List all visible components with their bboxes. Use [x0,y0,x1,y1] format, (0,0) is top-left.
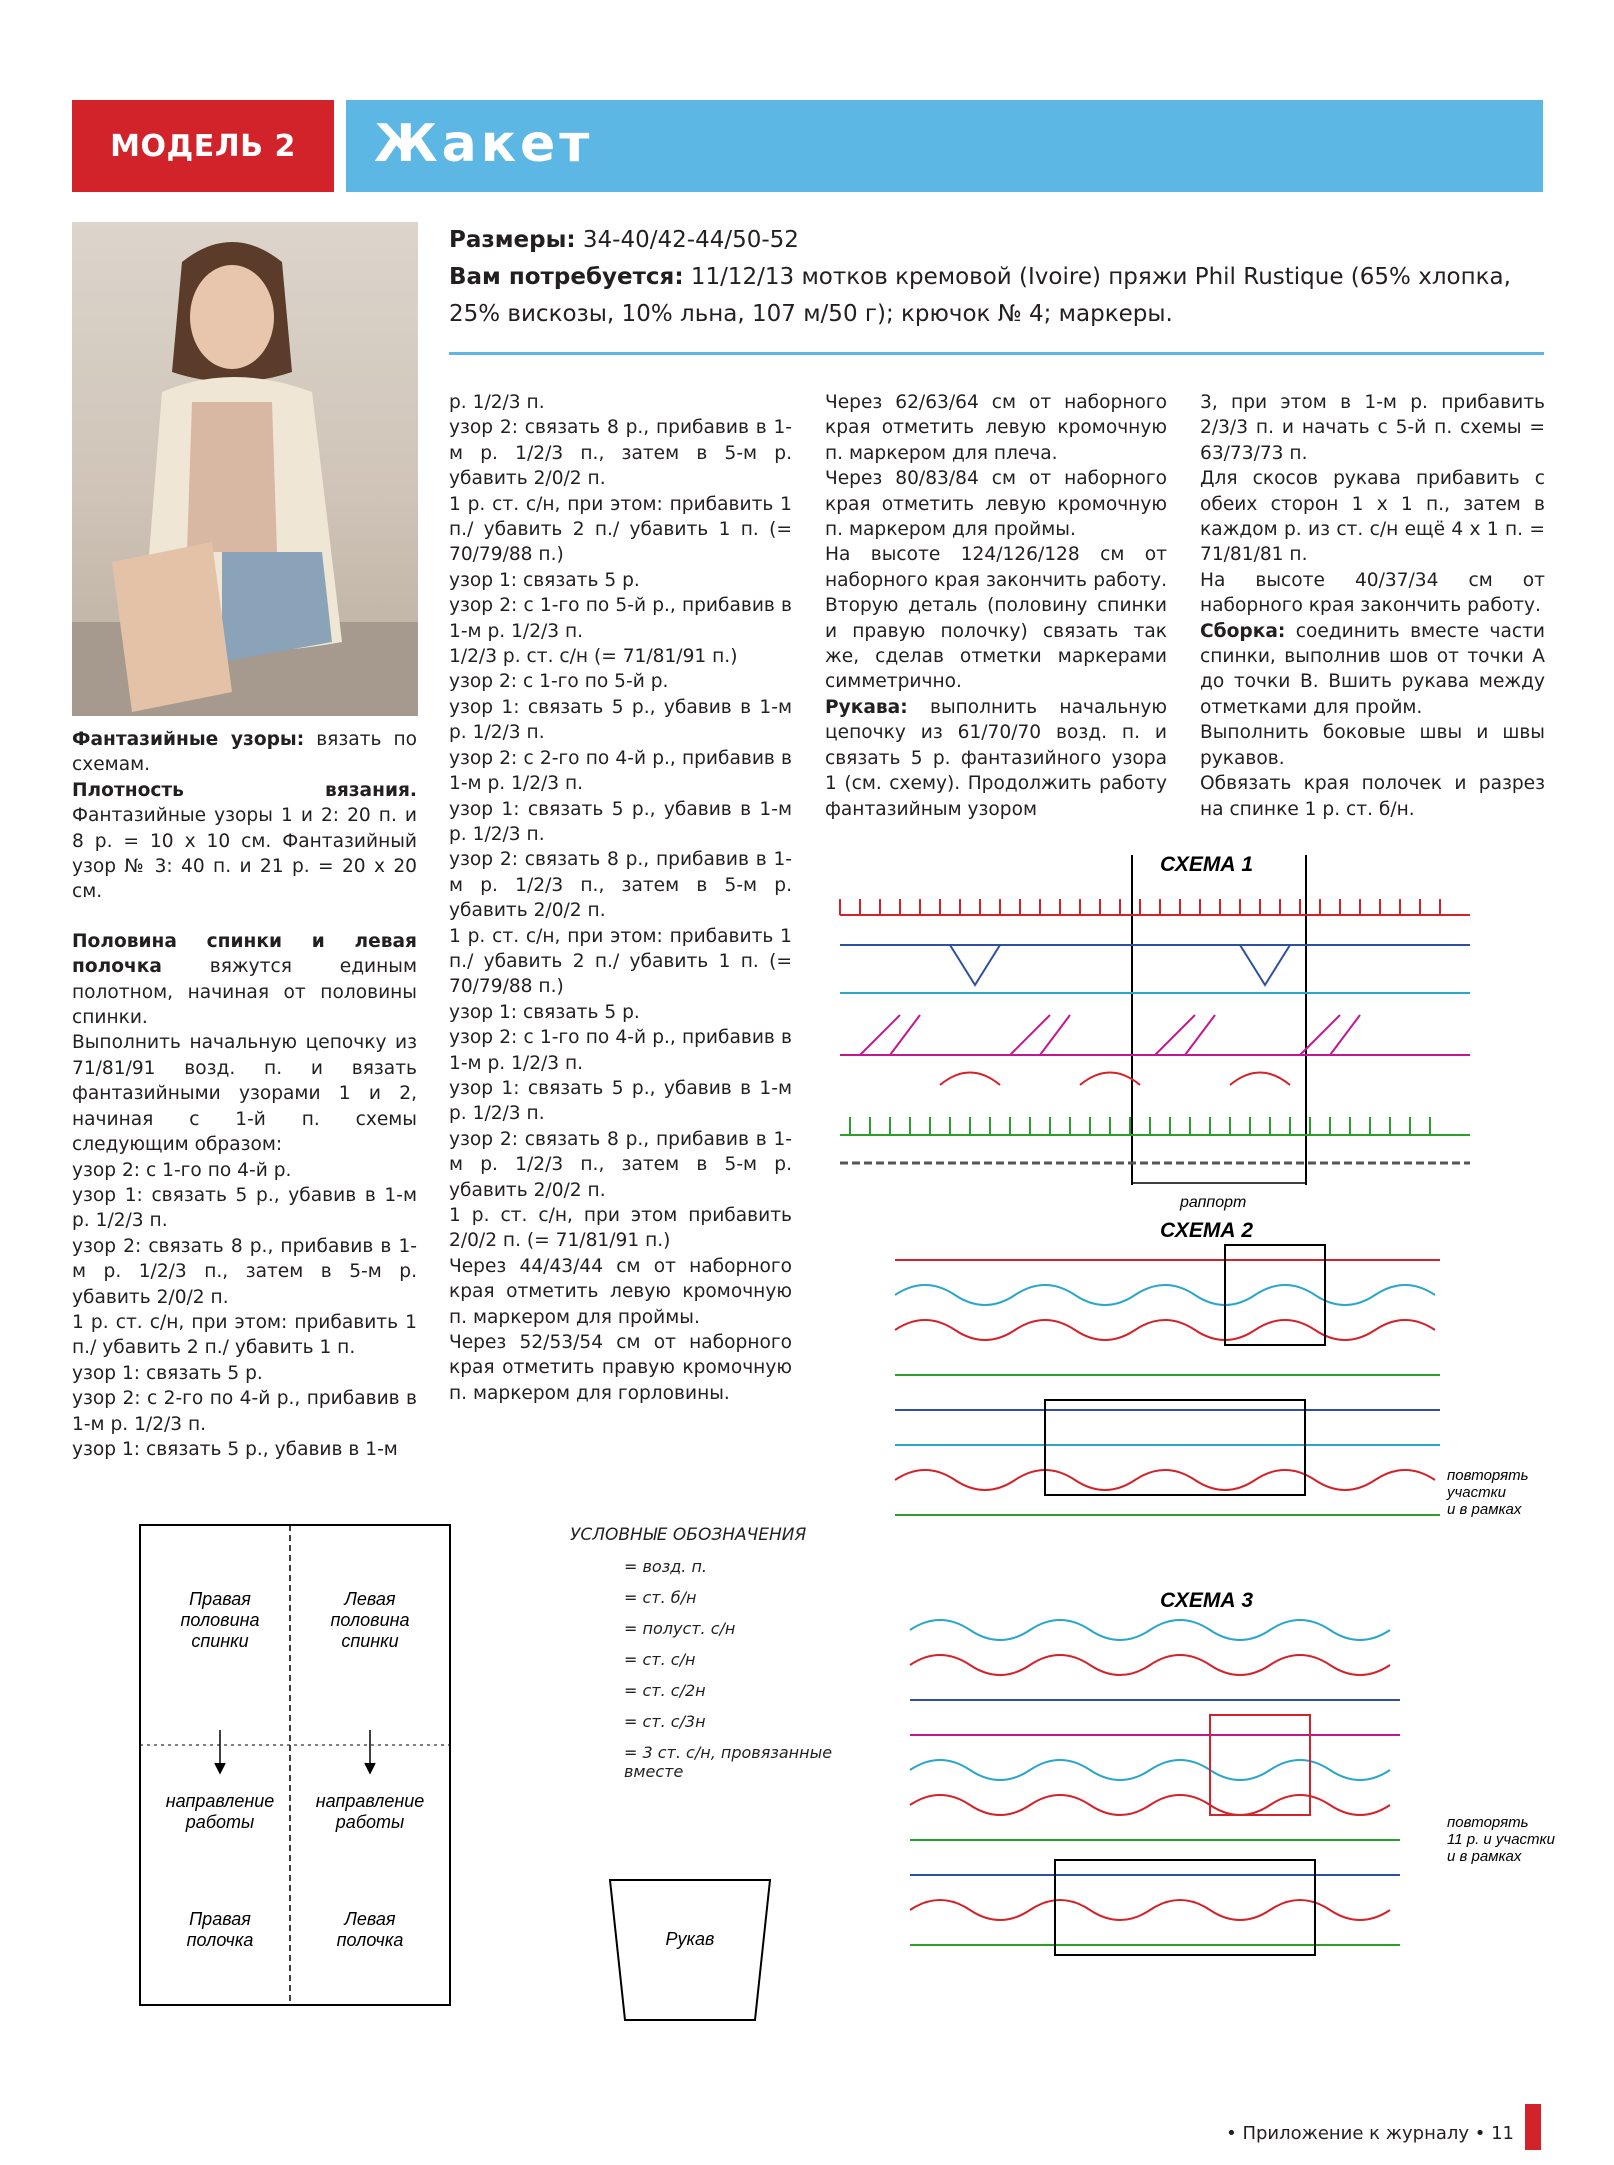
diagram-label: работы [185,1812,255,1832]
legend-item: = ст. с/н [624,1650,696,1669]
legend-item: = ст. б/н [624,1588,697,1607]
scheme-1-title: СХЕМА 1 [1160,853,1254,876]
paragraph: узор 2: с 1-го по 4-й р. [72,1159,292,1181]
assembly-value: соединить вместе части спинки, выполнив шов от точки А до точки В. Вшить рукава между отметками для пройм. [1200,620,1545,718]
scheme-1 [820,845,1520,1215]
paragraph: узор 2: связать 8 р., прибавив в 1-м р. 1/2/3 п., затем в 5-м р. убавить 2/0/2 п. [449,417,792,490]
paragraph: узор 2: с 1-го по 4-й р., прибавив в 1-м р. 1/2/3 п. [449,1027,792,1074]
paragraph: р. 1/2/3 п. [449,392,545,413]
paragraph: Через 80/83/84 см от наборного края отметить левую кромочную п. маркером для проймы. [825,468,1167,541]
paragraph: узор 1: связать 5 р. [449,569,640,591]
paragraph: узор 1: связать 5 р., убавив в 1-м р. 1/2/3 п. [449,1077,792,1125]
sizes-label: Размеры: [449,227,576,253]
back-label: Половина спинки и левая полочка [72,930,417,978]
text-column-3 [825,390,1167,822]
scheme-3-title: СХЕМА 3 [1160,1589,1254,1612]
diagram-label: спинки [341,1631,399,1651]
paragraph: узор 2: с 1-го по 5-й р., прибавив в 1-м р. 1/2/3 п. [449,595,792,642]
diagram-label: спинки [191,1631,249,1651]
title-banner [346,100,1543,192]
diagram-label: работы [335,1812,405,1832]
diagram-label: Правая [189,1589,251,1609]
scheme-2-note: повторять [1447,1467,1529,1484]
diagram-label: Правая [189,1909,251,1929]
diagram-label: полочка [186,1930,254,1950]
diagram-label: половина [180,1610,260,1630]
patterns-label: Фантазийные узоры: [72,729,305,750]
paragraph: 1 р. ст. с/н, при этом: прибавить 1 п./ убавить 2 п./ убавить 1 п. (= 70/79/88 п.) [449,493,792,566]
legend-item: = ст. с/3н [624,1712,706,1731]
paragraph: 1 р. ст. с/н, при этом прибавить 2/0/2 п. (= 71/81/91 п.) [449,1205,792,1252]
model-photo [72,222,418,716]
scheme-2-title: СХЕМА 2 [1160,1219,1254,1242]
materials-value: 11/12/13 мотков кремовой (Ivoire) пряжи Phil Rustique (65% хлопка, 25% вискозы, 10% льна, 107 м/50 г); крючок № 4; маркеры. [449,264,1511,327]
diagram-label: Левая [344,1909,396,1929]
legend-item: = полуст. с/н [624,1619,736,1638]
paragraph: Выполнить начальную цепочку из 71/81/91 возд. п. и вязать фантазийными узорами 1 и 2, начиная с 1-й п. схемы следующим образом: [72,1032,417,1156]
scheme-2-note: и в рамках [1447,1501,1522,1518]
paragraph: узор 2: связать 8 р., прибавив в 1-м р. 1/2/3 п., затем в 5-м р. убавить 2/0/2 п. [72,1235,417,1308]
divider [449,352,1544,355]
sleeves-label: Рукава: [825,696,908,718]
diagram-label: половина [330,1610,410,1630]
text-column-1 [72,727,417,1462]
legend [570,1525,870,1781]
diagram-label: полочка [336,1930,404,1950]
paragraph: Для скосов рукава прибавить с обеих сторон 1 х 1 п., затем в каждом р. из ст. с/н ещё 4 х 1 п. = 71/81/81 п. [1200,468,1545,566]
scheme-3-note: 11 р. и участки [1447,1831,1555,1848]
paragraph: 3, при этом в 1-м р. прибавить 2/3/3 п. и начать с 5-й п. схемы = 63/73/73 п. [1200,392,1545,464]
model-label: МОДЕЛЬ 2 [72,100,334,192]
paragraph: 1 р. ст. с/н, при этом: прибавить 1 п./ убавить 2 п./ убавить 1 п. [72,1311,417,1359]
paragraph: узор 1: связать 5 р. [449,1001,640,1023]
scheme-3-note: повторять [1447,1814,1529,1831]
diagram-label: Левая [344,1589,396,1609]
paragraph: Обвязать края полочек и разрез на спинке 1 р. ст. б/н. [1200,773,1545,820]
paragraph: узор 2: с 2-го по 4-й р., прибавив в 1-м р. 1/2/3 п. [449,747,792,795]
page-title: Жакет [374,114,594,174]
legend-item: = возд. п. [624,1557,707,1576]
materials-label: Вам потребуется: [449,264,684,290]
paragraph: Через 52/53/54 см от наборного края отметить правую кромочную п. маркером для горловины. [449,1332,792,1404]
patterns-value: вязать по схемам. [72,729,417,776]
assembly-label: Сборка: [1200,620,1286,642]
scheme-3 [880,1585,1555,1990]
scheme-3-note: и в рамках [1447,1848,1522,1865]
density-value: Фантазийные узоры 1 и 2: 20 п. и 8 р. = 10 х 10 см. Фантазийный узор № 3: 40 п. и 21 р. = 20 х 20 см. [72,805,417,903]
scheme-1-repeat-label: раппорт [1180,1194,1247,1211]
paragraph: 1/2/3 р. ст. с/н (= 71/81/91 п.) [449,646,738,668]
scheme-2 [880,1215,1540,1545]
paragraph: узор 2: с 1-го по 5-й р. [449,671,669,693]
sleeve-diagram [590,1860,820,2040]
legend-title: УСЛОВНЫЕ ОБОЗНАЧЕНИЯ [570,1525,807,1545]
paragraph: узор 1: связать 5 р., убавив в 1-м р. 1/2/3 п. [449,798,792,845]
diagram-label: направление [165,1791,275,1811]
paragraph: узор 2: связать 8 р., прибавив в 1-м р. 1/2/3 п., затем в 5-м р. убавить 2/0/2 п. [449,849,792,922]
legend-item: = 3 ст. с/н, провязанные вместе [624,1743,833,1781]
back-value: вяжутся единым полотном, начиная от половины спинки. [72,956,417,1029]
paragraph: На высоте 124/126/128 см от наборного края закончить работу. Вторую деталь (половину спинки и правую полочку) связать так же, сделав отметки маркерами симметрично. [825,544,1167,693]
density-label: Плотность вязания. [72,779,417,801]
sizes-value: 34-40/42-44/50-52 [575,227,799,253]
specs-block [449,222,1544,333]
paragraph: узор 2: связать 8 р., прибавив в 1-м р. 1/2/3 п., затем в 5-м р. убавить 2/0/2 п. [449,1128,792,1201]
footer-text: • Приложение к журналу • 11 [1226,2123,1514,2144]
paragraph: узор 1: связать 5 р. [72,1362,263,1384]
scheme-2-note: участки [1447,1484,1507,1501]
sleeve-label: Рукав [665,1929,715,1949]
paragraph: узор 2: с 2-го по 4-й р., прибавив в 1-м р. 1/2/3 п. [72,1388,417,1435]
paragraph: узор 1: связать 5 р., убавив в 1-м р. 1/2/3 п. [449,696,792,744]
paragraph: Через 62/63/64 см от наборного края отметить левую кромочную п. маркером для плеча. [825,392,1167,464]
footer-accent [1525,2104,1541,2150]
text-column-4 [1200,390,1545,822]
paragraph: На высоте 40/37/34 см от наборного края закончить работу. [1200,569,1545,617]
diagram-label: направление [315,1791,425,1811]
pattern-diagram [60,1505,520,2025]
paragraph: узор 1: связать 5 р., убавив в 1-м р. 1/2/3 п. [72,1184,417,1232]
legend-item: = ст. с/2н [624,1681,706,1700]
paragraph: узор 1: связать 5 р., убавив в 1-м [72,1438,398,1460]
sleeves-value: выполнить начальную цепочку из 61/70/70 возд. п. и связать 5 р. фантазийного узора 1 (см. схему). Продолжить работу фантазийным узором [825,696,1167,820]
paragraph: Выполнить боковые швы и швы рукавов. [1200,722,1545,769]
paragraph: Через 44/43/44 см от наборного края отметить левую кромочную п. маркером для проймы. [449,1255,792,1328]
paragraph: 1 р. ст. с/н, при этом: прибавить 1 п./ убавить 2 п./ убавить 1 п. (= 70/79/88 п.) [449,925,792,998]
text-column-2 [449,390,792,1406]
